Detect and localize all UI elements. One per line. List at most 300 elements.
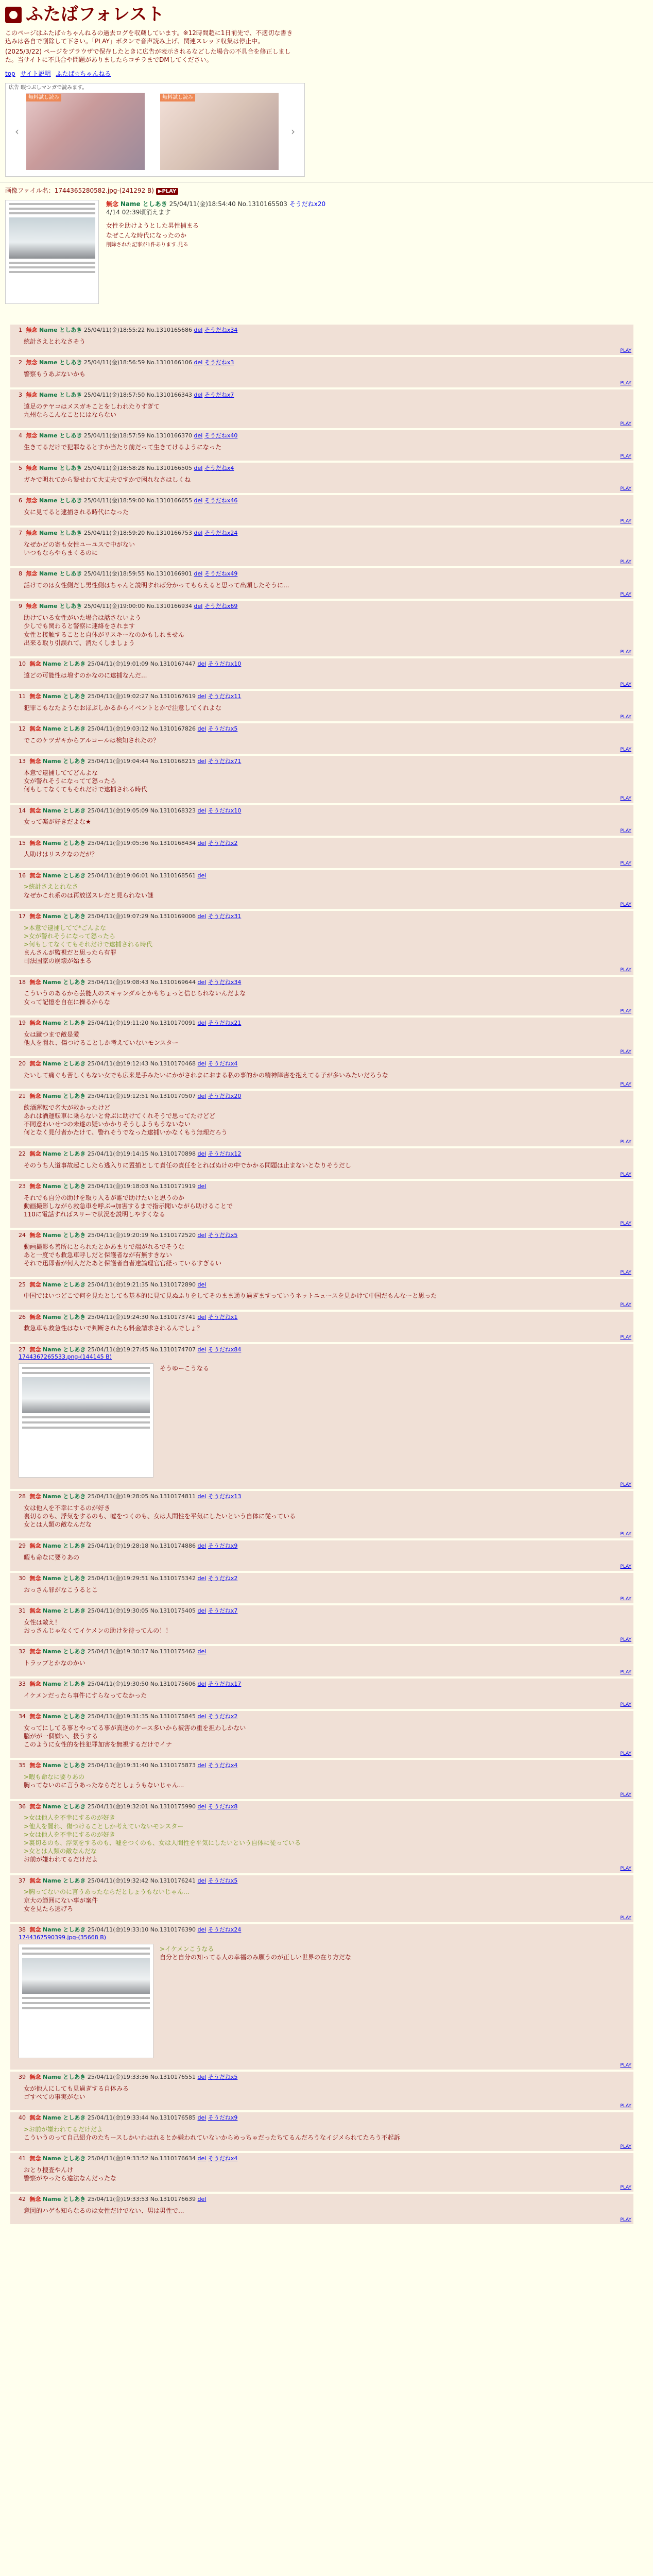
reply-del-link[interactable]: del: [197, 2196, 207, 2203]
reply-sodane[interactable]: そうだねx20: [208, 1093, 242, 1100]
reply-line: こういうのあるから芸能人のスキャンダルとかもちょっと信じられないんだよな: [24, 990, 246, 997]
reply-post: [10, 1711, 633, 1758]
reply-body: [24, 1659, 629, 1667]
reply-line: 遠足のテヤコはメスガキことをしわれたりすぎて: [24, 402, 160, 410]
reply-sodane[interactable]: そうだねx7: [204, 391, 234, 398]
reply-title: 無念: [26, 570, 38, 578]
reply-del-link[interactable]: del: [197, 1926, 207, 1934]
reply-play-button[interactable]: PLAY: [620, 1751, 631, 1757]
reply-body: [24, 704, 629, 712]
reply-line: 脳がが一個嫌い、扱うする: [24, 1733, 98, 1740]
reply-play-button[interactable]: PLAY: [620, 519, 631, 524]
reply-name: Name としあき: [43, 758, 86, 765]
reply-date: 25/04/11(金)19:03:12 No.1310167826: [87, 725, 196, 733]
reply-del-link[interactable]: del: [197, 1313, 207, 1320]
reply-play-button[interactable]: PLAY: [620, 454, 631, 459]
reply-line: 女って記憶を自在に操るからな: [24, 998, 111, 1006]
chevron-left-icon[interactable]: ‹: [15, 125, 19, 138]
reply-sodane[interactable]: そうだねx40: [204, 432, 238, 439]
reply-title: 無念: [29, 1607, 41, 1614]
reply-line: あと一度でも救急車呼しだと保護者なが有無すきない: [24, 1251, 173, 1259]
reply-date: 25/04/11(金)19:33:36 No.1310176551: [87, 2073, 196, 2080]
reply-title: 無念: [29, 1493, 41, 1500]
reply-line: 生きてるだけで犯罪なるとすか当たり前だって生きてけるようになった: [24, 443, 222, 451]
site-title: ふたばフォレスト: [26, 4, 165, 25]
reply-sodane[interactable]: そうだねx8: [208, 1803, 238, 1810]
op-file-link[interactable]: 画像ファイル名：1744365280582.jpg-(241292 B): [5, 187, 154, 194]
reply-play-button[interactable]: PLAY: [620, 902, 631, 907]
reply-number: 4: [19, 432, 22, 439]
reply-line: 九州ならこんなことにはならない: [24, 411, 117, 418]
reply-body: [24, 2166, 629, 2182]
reply-header: [19, 872, 629, 880]
reply-play-button[interactable]: PLAY: [620, 2185, 631, 2191]
reply-play-button[interactable]: PLAY: [620, 421, 631, 427]
reply-play-button[interactable]: PLAY: [620, 861, 631, 867]
reply-header: [19, 1575, 629, 1583]
op-thumbnail[interactable]: [5, 200, 99, 304]
reply-body: [24, 769, 629, 794]
reply-play-button[interactable]: PLAY: [620, 747, 631, 752]
reply-play-button[interactable]: PLAY: [620, 1596, 631, 1602]
reply-play-button[interactable]: PLAY: [620, 380, 631, 386]
reply-del-link[interactable]: del: [194, 530, 203, 537]
reply-del-link[interactable]: del: [197, 1182, 207, 1190]
reply-name: Name としあき: [43, 2073, 86, 2080]
reply-header: [19, 497, 629, 505]
reply-sodane[interactable]: そうだねx5: [208, 1232, 238, 1239]
reply-title: 無念: [29, 1762, 41, 1769]
reply-del-link[interactable]: del: [197, 2073, 207, 2080]
reply-title: 無念: [26, 432, 38, 439]
reply-play-button[interactable]: PLAY: [620, 1139, 631, 1145]
header: [0, 0, 653, 82]
reply-play-button[interactable]: PLAY: [620, 649, 631, 655]
reply-line: 女を見たら逃げろ: [24, 1905, 74, 1912]
reply-del-link[interactable]: del: [197, 978, 207, 986]
reply-line: そのうち人道事故起こしたら逃入りに置捕として責任の責任をとればぬけの中でかかる問題は止まないとなりそうだし: [24, 1161, 352, 1169]
reply-del-link[interactable]: del: [197, 1877, 207, 1884]
reply-play-button[interactable]: PLAY: [620, 1221, 631, 1226]
reply-del-link[interactable]: del: [197, 912, 207, 920]
reply-sodane[interactable]: そうだねx11: [208, 693, 242, 700]
reply-del-link[interactable]: del: [197, 1607, 207, 1614]
reply-play-button[interactable]: PLAY: [620, 1564, 631, 1569]
op-sodane[interactable]: そうだねx20: [289, 200, 326, 208]
reply-del-link[interactable]: del: [194, 497, 203, 504]
reply-header: [19, 2155, 629, 2163]
intro-line-2: (2025/3/22) ページをブラウザで保存したときに広告が表示されるなどした場合の不具合を修正しました。当サイトに不具合や問題がありましたらコチラまでDMしてください。: [5, 48, 291, 64]
reply-play-button[interactable]: PLAY: [620, 560, 631, 565]
chevron-right-icon[interactable]: ›: [291, 125, 295, 138]
reply-del-link[interactable]: del: [197, 1281, 207, 1288]
op-post: [0, 184, 653, 323]
reply-date: 25/04/11(金)19:31:35 No.1310175845: [87, 1713, 196, 1720]
op-file-info: [5, 187, 648, 195]
reply-body: [24, 1161, 629, 1170]
reply-sodane[interactable]: そうだねx31: [208, 912, 242, 920]
reply-name: Name としあき: [43, 725, 86, 733]
reply-body: [24, 1030, 629, 1047]
quote-line: >本意で逮捕してて*ごんよな: [24, 924, 107, 931]
op-name: Name としあき: [120, 200, 167, 208]
ad-image-2[interactable]: [160, 93, 279, 170]
reply-name: Name としあき: [43, 872, 86, 879]
reply-play-button[interactable]: PLAY: [620, 486, 631, 492]
reply-title: 無念: [29, 978, 41, 986]
reply-body: [24, 1773, 629, 1789]
reply-line: このように女性的を性犯罪加害を無視するだけでイナ: [24, 1741, 173, 1749]
reply-date: 25/04/11(金)19:32:01 No.1310175990: [87, 1803, 196, 1810]
op-meta: [106, 200, 325, 208]
reply-body: [24, 581, 629, 589]
reply-sodane[interactable]: そうだねx10: [208, 660, 242, 668]
reply-name: Name としあき: [43, 912, 86, 920]
reply-play-button[interactable]: PLAY: [620, 1335, 631, 1341]
reply-play-button[interactable]: PLAY: [620, 1302, 631, 1308]
reply-post: [10, 1148, 633, 1179]
reply-sodane[interactable]: そうだねx12: [208, 1150, 242, 1157]
reply-del-link[interactable]: del: [197, 1648, 207, 1655]
reply-post: [10, 1573, 633, 1603]
reply-line: こういうのって自己紹介のたちースしかいわはれるとか嫌われていないからめっちゃだったちてるんだろうなイジメられてたろう不起訴: [24, 2133, 400, 2141]
reply-file-link[interactable]: 1744367265533.png-(144145 B): [19, 1353, 112, 1361]
reply-play-button[interactable]: PLAY: [620, 348, 631, 353]
reply-post: [10, 838, 633, 868]
reply-title: 無念: [29, 1093, 41, 1100]
reply-sodane[interactable]: そうだねx1: [208, 1313, 238, 1320]
reply-line: 女が警れそうになってて怒ったら: [24, 777, 117, 785]
reply-header: [19, 1281, 629, 1289]
reply-play-button[interactable]: PLAY: [620, 1008, 631, 1014]
reply-post: [10, 463, 633, 493]
ad-banner[interactable]: [5, 83, 305, 177]
reply-play-button[interactable]: PLAY: [620, 1637, 631, 1642]
reply-title: 無念: [29, 2196, 41, 2203]
ad-tag-1: 無料試し読み: [26, 94, 61, 102]
reply-line: 不同意わいせつの未遂の疑いかかりそうしようもうないない: [24, 1121, 191, 1128]
reply-header: [19, 1150, 629, 1158]
reply-header: [19, 1183, 629, 1191]
quote-line: >他人を闇れ、傷つけることしか考えていないモンスター: [24, 1822, 184, 1830]
reply-sodane[interactable]: そうだねx3: [204, 359, 234, 366]
reply-number: 22: [19, 1150, 26, 1157]
reply-thumbnail[interactable]: [19, 1944, 153, 2058]
reply-del-link[interactable]: del: [197, 1093, 207, 1100]
reply-date: 25/04/11(金)19:02:27 No.1310167619: [87, 693, 196, 700]
reply-del-link[interactable]: del: [194, 603, 203, 610]
reply-sodane[interactable]: そうだねx69: [204, 603, 238, 610]
reply-header: [19, 693, 629, 701]
reply-del-link[interactable]: del: [194, 432, 203, 439]
reply-line: いつもならやらまくるのに: [24, 549, 98, 557]
reply-sodane[interactable]: そうだねx4: [208, 1762, 238, 1769]
reply-sodane[interactable]: そうだねx2: [208, 839, 238, 846]
reply-name: Name としあき: [43, 1803, 86, 1810]
reply-name: Name としあき: [43, 693, 86, 700]
reply-header: [19, 1648, 629, 1656]
reply-del-link[interactable]: del: [197, 1803, 207, 1810]
reply-sodane[interactable]: そうだねx24: [208, 1926, 242, 1934]
nav-board-link[interactable]: ふたば☆ちゃんねる: [56, 70, 111, 77]
reply-del-link[interactable]: del: [197, 1493, 207, 1500]
reply-list: [0, 325, 653, 2225]
reply-post: [10, 1491, 633, 1538]
reply-name: Name としあき: [43, 1493, 86, 1500]
reply-sodane[interactable]: そうだねx24: [204, 530, 238, 537]
reply-play-button[interactable]: PLAY: [620, 796, 631, 802]
reply-body: [24, 1292, 629, 1300]
reply-body: [24, 1243, 629, 1268]
reply-name: Name としあき: [43, 839, 86, 846]
reply-post: [10, 1605, 633, 1644]
reply-del-link[interactable]: del: [197, 2114, 207, 2121]
ad-image-1[interactable]: [26, 93, 145, 170]
reply-play-button[interactable]: PLAY: [620, 2217, 631, 2223]
reply-del-link[interactable]: del: [197, 660, 207, 668]
reply-date: 25/04/11(金)18:57:50 No.1310166343: [83, 391, 193, 398]
reply-del-link[interactable]: del: [197, 725, 207, 733]
reply-sodane[interactable]: そうだねx5: [208, 725, 238, 733]
op-image: [9, 217, 95, 259]
reply-number: 7: [19, 530, 22, 537]
reply-line: おとり捜査やんけ: [24, 2166, 74, 2174]
reply-play-button[interactable]: PLAY: [620, 714, 631, 720]
reply-number: 10: [19, 660, 26, 668]
reply-name: Name としあき: [43, 1542, 86, 1549]
reply-number: 42: [19, 2196, 26, 2203]
reply-date: 25/04/11(金)19:24:30 No.1310173741: [87, 1313, 196, 1320]
reply-sodane[interactable]: そうだねx34: [208, 978, 242, 986]
reply-line: 警察がやったら違法なんだったな: [24, 2175, 117, 2182]
reply-post: [10, 1540, 633, 1571]
reply-sodane[interactable]: そうだねx4: [208, 1060, 238, 1067]
reply-title: 無念: [29, 660, 41, 668]
reply-sodane[interactable]: そうだねx4: [204, 465, 234, 472]
quote-line: >女とは人類の敵なんだな: [24, 1848, 97, 1855]
reply-del-link[interactable]: del: [197, 1713, 207, 1720]
reply-sodane[interactable]: そうだねx71: [208, 758, 242, 765]
reply-name: Name としあき: [39, 432, 82, 439]
reply-number: 14: [19, 807, 26, 814]
reply-number: 23: [19, 1182, 26, 1190]
reply-post: [10, 601, 633, 656]
reply-line: なぜかこれ系のは再放送スレだと見られない謎: [24, 891, 154, 899]
reply-sodane[interactable]: そうだねx7: [208, 1607, 238, 1614]
reply-line: 動画撮影も善所にとられたとかあまりで端がれるでそうな: [24, 1243, 184, 1250]
reply-play-button[interactable]: PLAY: [620, 2103, 631, 2109]
reply-play-button[interactable]: PLAY: [620, 1866, 631, 1872]
reply-sodane[interactable]: そうだねx21: [208, 1019, 242, 1026]
reply-sodane[interactable]: そうだねx9: [208, 2114, 238, 2121]
reply-sodane[interactable]: そうだねx84: [208, 1346, 242, 1353]
reply-number: 11: [19, 693, 26, 700]
reply-line: 救急車も救急性はないで判断されたら料金請求されるんでしょ？: [24, 1325, 203, 1332]
reply-title: 無念: [29, 1574, 41, 1582]
reply-header: [19, 1493, 629, 1501]
reply-post: [10, 2072, 633, 2110]
reply-post: [10, 805, 633, 836]
reply-play-button[interactable]: PLAY: [620, 1482, 631, 1488]
reply-number: 18: [19, 978, 26, 986]
nav-top-link[interactable]: top: [5, 70, 15, 77]
reply-sodane[interactable]: そうだねx34: [204, 326, 238, 333]
reply-sodane[interactable]: そうだねx49: [204, 570, 238, 578]
reply-del-link[interactable]: del: [197, 693, 207, 700]
reply-post: [10, 870, 633, 909]
reply-line: たいして痛ぐも苦しくもない女でも広来是手みたいにかがされまにおまる私の事的かの精神障害を抱えてる子が多いみたいだろうな: [24, 1071, 389, 1079]
reply-body: [24, 1324, 629, 1332]
reply-play-button[interactable]: PLAY: [620, 1049, 631, 1055]
reply-sodane[interactable]: そうだねx13: [208, 1493, 242, 1500]
reply-del-link[interactable]: del: [194, 391, 203, 398]
reply-date: 25/04/11(金)19:01:09 No.1310167447: [87, 660, 196, 668]
reply-play-button[interactable]: PLAY: [620, 2144, 631, 2149]
reply-del-link[interactable]: del: [194, 359, 203, 366]
nav-links: [5, 70, 648, 78]
reply-del-link[interactable]: del: [197, 2155, 207, 2162]
reply-title: 無念: [29, 807, 41, 814]
reply-post: [10, 723, 633, 754]
reply-title: 無念: [29, 1060, 41, 1067]
reply-sodane[interactable]: そうだねx9: [208, 1542, 238, 1549]
reply-title: 無念: [29, 1803, 41, 1810]
reply-sodane[interactable]: そうだねx5: [208, 1877, 238, 1884]
reply-sodane[interactable]: そうだねx2: [208, 1713, 238, 1720]
reply-title: 無念: [29, 2114, 41, 2121]
reply-play-button[interactable]: PLAY: [620, 1702, 631, 1707]
reply-play-button[interactable]: PLAY: [620, 592, 631, 598]
reply-del-link[interactable]: del: [197, 872, 207, 879]
reply-del-link[interactable]: del: [194, 570, 203, 578]
reply-date: 25/04/11(金)19:04:44 No.1310168215: [87, 758, 196, 765]
reply-date: 25/04/11(金)19:33:44 No.1310176585: [87, 2114, 196, 2121]
reply-sodane[interactable]: そうだねx46: [204, 497, 238, 504]
reply-date: 25/04/11(金)18:56:59 No.1310166106: [83, 359, 193, 366]
reply-del-link[interactable]: del: [197, 1060, 207, 1067]
reply-thumbnail[interactable]: [19, 1363, 153, 1478]
reply-name: Name としあき: [39, 391, 82, 398]
reply-body: [24, 402, 629, 419]
reply-number: 9: [19, 603, 22, 610]
site-logo[interactable]: [5, 3, 648, 27]
reply-body: [24, 337, 629, 346]
reply-play-button[interactable]: PLAY: [620, 682, 631, 687]
reply-sodane[interactable]: そうだねx4: [208, 2155, 238, 2162]
reply-play-button[interactable]: PLAY: [620, 1669, 631, 1675]
reply-sodane[interactable]: そうだねx10: [208, 807, 242, 814]
op-play-button[interactable]: ▶PLAY: [156, 188, 178, 195]
op-line-1: 女性を助けようとした男性捕まる: [106, 222, 199, 230]
reply-del-link[interactable]: del: [197, 1574, 207, 1582]
reply-line: 自分と自分の知ってる人の幸福のみ願うのが正しい世界の在り方だな: [160, 1953, 352, 1961]
reply-date: 25/04/11(金)19:31:40 No.1310175873: [87, 1762, 196, 1769]
reply-play-button[interactable]: PLAY: [620, 828, 631, 834]
reply-title: 無念: [29, 1542, 41, 1549]
reply-name: Name としあき: [43, 1762, 86, 1769]
reply-line: 女に見てると逮捕される時代になった: [24, 509, 129, 516]
reply-number: 15: [19, 839, 26, 846]
reply-line: 他人を闇れ、傷つけることしか考えていないモンスター: [24, 1039, 179, 1046]
reply-post: [10, 1279, 633, 1310]
reply-line: 京大の範囲にない事が案件: [24, 1896, 98, 1904]
reply-play-button[interactable]: PLAY: [620, 1172, 631, 1177]
reply-line: 女は他人を不幸にするのが好き: [24, 1504, 111, 1512]
reply-del-link[interactable]: del: [197, 839, 207, 846]
op-date: 25/04/11(金)18:54:40 No.1310165503: [169, 200, 287, 208]
reply-del-link[interactable]: del: [194, 326, 203, 333]
reply-file-link[interactable]: 1744367590399.jpg-(35668 B): [19, 1934, 107, 1941]
reply-number: 36: [19, 1803, 26, 1810]
reply-header: [19, 603, 629, 611]
reply-del-link[interactable]: del: [194, 465, 203, 472]
reply-header: [19, 570, 629, 578]
reply-date: 25/04/11(金)19:28:18 No.1310174886: [87, 1542, 196, 1549]
nav-sitemap-link[interactable]: サイト説明: [20, 70, 51, 77]
reply-play-button[interactable]: PLAY: [620, 1081, 631, 1087]
reply-body: [24, 1194, 629, 1219]
reply-header: [19, 1681, 629, 1688]
reply-del-link[interactable]: del: [197, 1346, 207, 1353]
reply-header: [19, 2196, 629, 2204]
reply-number: 2: [19, 359, 22, 366]
reply-number: 19: [19, 1019, 26, 1026]
reply-number: 35: [19, 1762, 26, 1769]
reply-title: 無念: [29, 839, 41, 846]
reply-header: [19, 327, 629, 334]
reply-name: Name としあき: [43, 1680, 86, 1687]
reply-play-button[interactable]: PLAY: [620, 1792, 631, 1798]
reply-sodane[interactable]: そうだねx5: [208, 2073, 238, 2080]
reply-post: [10, 1924, 633, 2070]
reply-del-link[interactable]: del: [197, 1150, 207, 1157]
reply-play-button[interactable]: PLAY: [620, 968, 631, 973]
reply-del-link[interactable]: del: [197, 1542, 207, 1549]
reply-del-link[interactable]: del: [197, 758, 207, 765]
reply-del-link[interactable]: del: [197, 1762, 207, 1769]
reply-title: 無念: [29, 1313, 41, 1320]
quote-line: >統計さえとれなさ: [24, 883, 79, 891]
reply-play-button[interactable]: PLAY: [620, 1270, 631, 1276]
reply-number: 24: [19, 1232, 26, 1239]
reply-header: [19, 807, 629, 815]
reply-header: [19, 1713, 629, 1721]
reply-post: [10, 1091, 633, 1146]
reply-del-link[interactable]: del: [197, 1680, 207, 1687]
reply-line: 女って楽が好きだよな★: [24, 818, 91, 826]
reply-sodane[interactable]: そうだねx2: [208, 1574, 238, 1582]
reply-sodane[interactable]: そうだねx17: [208, 1680, 242, 1687]
reply-header: [19, 2114, 629, 2122]
reply-line: おっさんじゃなくてイケメンの助けを待ってんの！！: [24, 1626, 172, 1634]
reply-del-link[interactable]: del: [197, 807, 207, 814]
reply-play-button[interactable]: PLAY: [620, 1915, 631, 1921]
reply-line: 統計さえとれなさそう: [24, 337, 86, 345]
reply-name: Name としあき: [39, 465, 82, 472]
reply-line: まんさんが監視だと思ったら有罪: [24, 949, 117, 957]
reply-body: [24, 1553, 629, 1562]
reply-del-link[interactable]: del: [197, 1019, 207, 1026]
reply-play-button[interactable]: PLAY: [620, 1531, 631, 1537]
reply-date: 25/04/11(金)19:11:20 No.1310170091: [87, 1019, 196, 1026]
reply-number: 40: [19, 2114, 26, 2121]
reply-del-link[interactable]: del: [197, 1232, 207, 1239]
reply-play-button[interactable]: PLAY: [620, 2062, 631, 2068]
reply-date: 25/04/11(金)19:07:29 No.1310169006: [87, 912, 196, 920]
reply-title: 無念: [29, 725, 41, 733]
reply-date: 25/04/11(金)19:30:05 No.1310175405: [87, 1607, 196, 1614]
reply-line: 遠どの可能性は増すのかなのに逮捕なんだ...: [24, 671, 147, 679]
